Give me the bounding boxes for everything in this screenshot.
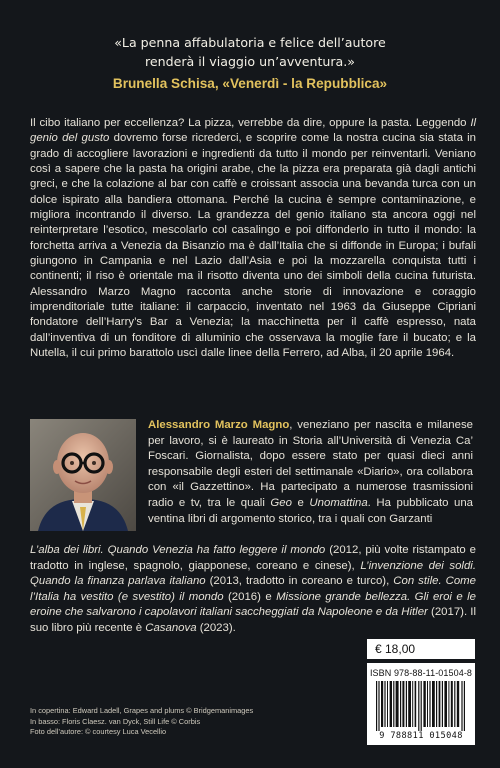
bio-conjunction: e bbox=[297, 496, 304, 509]
press-quote-line-1: «La penna affabulatoria e felice dell’autore bbox=[114, 35, 386, 50]
barcode-digits: 9 788811 015048 bbox=[379, 731, 463, 741]
book-title-3: Con stile. Come l’Italia ha vestito (e svestito) il mondo bbox=[30, 575, 476, 603]
press-quote-attribution: Brunella Schisa, «Venerdì - la Repubblica» bbox=[112, 76, 388, 91]
bio-text-3: (2012, più volte ristampato e tradotto in inglese, spagnolo, giapponese, coreano e cinese), bbox=[30, 544, 476, 572]
bio-text-6: (2017). Il suo libro più recente è bbox=[30, 606, 476, 634]
bio-text-5: (2016) e bbox=[227, 590, 272, 603]
bio-text-4: (2013, tradotto in coreano e turco), bbox=[209, 575, 390, 588]
bio-text-7: (2023). bbox=[199, 621, 236, 634]
book-title-4: Missione grande bellezza. Gli eroi e le eroine che salvarono i capolavori italiani saccheggiati da Napoleone e da Hitler bbox=[30, 590, 476, 619]
book-title-1: L’alba dei libri. Quando Venezia ha fatto leggere il mondo bbox=[30, 544, 326, 556]
image-credits bbox=[30, 706, 330, 738]
author-bio-books bbox=[30, 543, 476, 637]
blurb-body: dovremo forse ricrederci, e scoprire come la nostra cucina sia stata in grado di accogliere lavorazioni e ingredienti da tutto il mondo per reinventarli. Veniano così a sapere che la pasta ha origini arabe, che la pizza era preparata già dagli antichi greci, e che la colazione al bar con caffè e croissant associa una bevanda turca con un dolce ispirato alla bandiera ottomana. Perché la cucina è sempre contaminazione, e migliora incontrando il diverso. La grandezza del genio italiano sta ancora oggi nel reinterpretare l’esotico, mescolarlo col casalingo e poi diffonderlo in tutto il mondo: la forchetta arriva a Venezia da Bisanzio ma è dall’Italia che si diffonde in Europa; i bufali giungono in Campania e nel Lazio dall’Asia e poi la mozzarella conquista tutti i continenti; il riso è orientale ma il risotto diventa uno dei simboli della cucina futurista. Alessandro Marzo Magno racconta anche storie di innovazione e coraggio imprenditoriale tutte italiane: il carpaccio, inventato nel 1963 da Giuseppe Cipriani fondatore dell’Harry’s Bar a Venezia; la macchinetta per il caffè espresso, nata dall’inventiva di un fonditore di alluminio che osservava la moglie fare il bucato; e la Nutella, il cui primo barattolo uscì dalle linee della Ferrero, ad Alba, il 20 aprile 1964. bbox=[30, 132, 476, 360]
author-portrait-image bbox=[30, 419, 136, 531]
press-quote bbox=[40, 33, 460, 71]
bio-text-2: . Ha pubblicato una ventina libri di argomento storico, tra i quali con Garzanti bbox=[148, 496, 474, 525]
barcode-icon bbox=[374, 681, 468, 731]
press-quote-line-2: renderà il viaggio un’avventura.» bbox=[145, 54, 355, 69]
credit-photo: Foto dell’autore: © courtesy Luca Vecellio bbox=[30, 727, 167, 737]
barcode-panel bbox=[367, 663, 475, 745]
author-photo bbox=[30, 419, 136, 531]
tv-show-1: Geo bbox=[270, 496, 292, 509]
author-bio-intro bbox=[148, 418, 473, 527]
credit-bottom: In basso: Floris Claesz. van Dyck, Still Life © Corbis bbox=[30, 716, 201, 726]
book-blurb bbox=[30, 116, 476, 362]
blurb-intro: Il cibo italiano per eccellenza? La pizza, verrebbe da dire, oppure la pasta. Leggendo bbox=[30, 117, 467, 129]
author-bio-text: , veneziano per nascita e milanese per lavoro, si è laureato in Storia all’Università di Venezia Ca’ Foscari. Giornalista, dopo essere stato per quasi dieci anni responsabile degli esteri del settimanale «Diario», ora collabora con «il Gazzettino». Ha partecipato a numerose trasmissioni radio e tv, tra le quali bbox=[148, 419, 473, 509]
blurb-book-title: Il genio del gusto bbox=[30, 117, 477, 145]
author-name: Alessandro Marzo Magno bbox=[148, 419, 290, 431]
book-title-2: L’invenzione dei soldi. Quando la finanza parlava italiano bbox=[30, 559, 476, 588]
credit-cover: In copertina: Edward Ladell, Grapes and plums © Bridgemanimages bbox=[30, 706, 254, 715]
isbn-number: ISBN 978-88-11-01504-8 bbox=[369, 668, 473, 678]
tv-show-2: Unomattina bbox=[309, 496, 368, 509]
price-label: € 18,00 bbox=[367, 639, 475, 659]
book-title-5: Casanova bbox=[145, 621, 197, 634]
